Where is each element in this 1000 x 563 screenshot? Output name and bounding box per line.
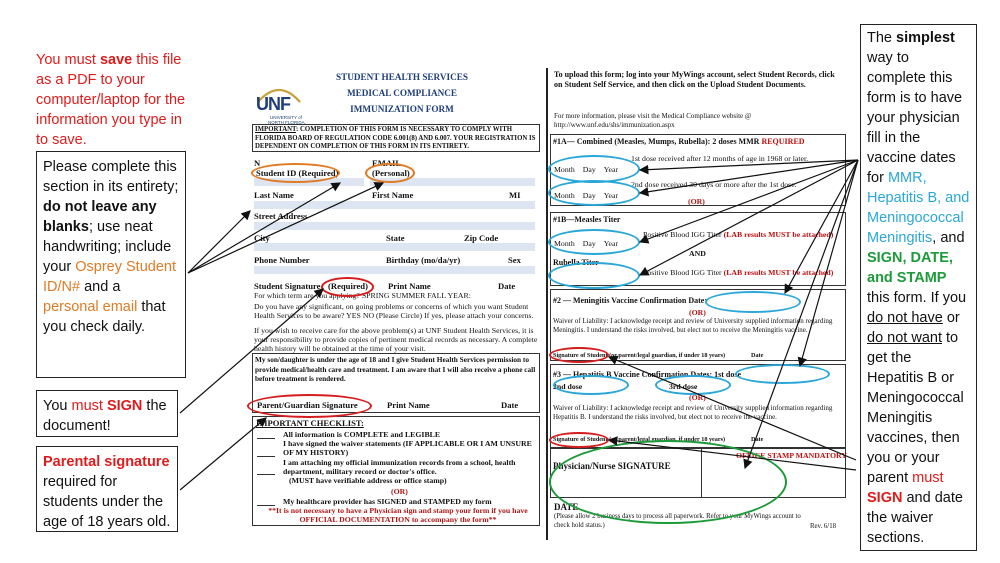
s1a-required: REQUIRED xyxy=(761,137,805,146)
s2-or: (OR) xyxy=(689,308,706,317)
s2-sig-label: Signature of Student (or parent/legal guardian, if under 18 years) xyxy=(553,352,726,359)
vaccines-text: MMR, Hepatitis B, and Meningococcal Meningitis xyxy=(867,170,970,246)
must-text-right: must xyxy=(912,470,944,486)
checklist-item: All information is COMPLETE and LEGIBLE xyxy=(283,430,441,439)
student-id-label: Student ID (Required) xyxy=(256,168,339,178)
simplest-text-6: to get the Hepatitis B or Meningococcal Meningitis vaccines, then you or your parent xyxy=(867,330,964,486)
arrow-to-student-sig xyxy=(180,289,323,413)
sign-date-stamp-text: SIGN, DATE, and STAMP xyxy=(867,250,953,286)
complete-text-4: that you check daily. xyxy=(43,299,166,335)
state-label: State xyxy=(386,233,405,243)
s1a-or: (OR) xyxy=(688,197,705,206)
physician-sig-label: Physician/Nurse SIGNATURE xyxy=(553,461,671,471)
email-label: EMAIL xyxy=(372,158,402,168)
personal-email-text: personal email xyxy=(43,299,138,315)
complete-text-2: ; use neat handwriting; include your xyxy=(43,219,172,275)
titer-text: Positive Blood IGG Titer xyxy=(643,268,722,277)
save-note-text: You must xyxy=(36,52,100,68)
logo-sub1: UNIVERSITY of xyxy=(270,115,302,120)
required-label: (Required) xyxy=(328,281,368,291)
month-label: Month xyxy=(554,165,575,174)
logo-sub2: NORTH FLORIDA. xyxy=(268,120,306,125)
s2-waiver: Waiver of Liability: I acknowledge receipt and review of University supplied information regarding Meningitis. I understand the risks involved, but elect not to receive the Meningitis vaccine. xyxy=(553,317,833,334)
sex-label: Sex xyxy=(508,255,521,265)
checklist-or: (OR) xyxy=(391,487,408,496)
no-blanks-emphasis: do not leave any blanks xyxy=(43,199,157,235)
wish-text: If you wish to receive care for the above problem(s) at UNF Student Health Services, it is your responsibility to provide copies of pertinent medical records as necessary. A complete health history will be obtained at the time of your visit. xyxy=(254,326,538,353)
month-label: Month xyxy=(554,239,575,248)
date-label: Date xyxy=(498,281,516,291)
url-text[interactable]: http://www.unf.edu/shs/immunization.aspx xyxy=(554,121,675,129)
checklist-footnote: **It is not necessary to have a Physician sign and stamp your form if you have OFFICIAL DOCUMENTATION to accompany the form** xyxy=(268,506,528,524)
s3-dose2: 2nd dose xyxy=(553,382,583,391)
simplest-text-3: , and xyxy=(932,230,965,246)
day-label: Day xyxy=(582,165,596,174)
minor-text: My son/daughter is under the age of 18 and I give Student Health Services permission to provide medical/health care and treatment. I am aware that I will also receive a phone call before treatment is rendered. xyxy=(255,355,536,383)
s2-date-label: Date xyxy=(751,352,764,359)
arrow-to-stamp xyxy=(745,160,858,468)
month-label: Month xyxy=(554,191,575,200)
arrow-to-email xyxy=(188,183,383,273)
parent-sig-label: Parent/Guardian Signature xyxy=(257,400,358,410)
s3-title: #3 — Hepatitis B Vaccine Confirmation Dates: 1st dose xyxy=(553,370,741,379)
s2-title: #2 — Meningitis Vaccine Confirmation Date: xyxy=(553,296,707,305)
header-line-3: IMMUNIZATION FORM xyxy=(350,104,454,114)
n-label: N xyxy=(254,158,261,168)
titer-text: Positive Blood IGG Titer xyxy=(643,230,722,239)
measles-titer-label: #1B—Measles Titer xyxy=(553,215,621,224)
logo-letters: UNF xyxy=(256,94,290,114)
term-text: For which term are you applying? SPRING SUMMER FALL YEAR: xyxy=(254,291,471,300)
upload-text: To upload this form; log into your MyWings account, select Student Records, click on Student Self Service, and then click on the Upload Student Documents. xyxy=(554,70,835,89)
must-text: must xyxy=(71,398,103,414)
do-not-have-text: do not have xyxy=(867,310,943,326)
s1a-title-text: #1A— Combined (Measles, Mumps, Rubella): 2 doses MMR xyxy=(553,137,760,146)
lab-text: (LAB results MUST be attached) xyxy=(723,268,834,277)
arrow-to-meningitis-date xyxy=(785,160,858,293)
save-emphasis: save xyxy=(99,52,133,68)
s3-dose3: 3rd dose xyxy=(669,382,698,391)
important-text: : COMPLETION OF THIS FORM IS NECESSARY TO COMPLY WITH FLORIDA BOARD OF REGULATION CODE 6.001(8) AND 6.007. YOUR REGISTRATION IS DEPENDENT ON COMPLETION OF THIS FORM IN ITS ENTIRETY. xyxy=(255,126,536,150)
city-label: City xyxy=(254,233,270,243)
year-label: Year xyxy=(603,165,619,174)
complete-text-3: and a xyxy=(80,279,121,295)
print-name-label: Print Name xyxy=(388,281,431,291)
phone-label: Phone Number xyxy=(254,255,310,265)
checklist-title: IMPORTANT CHECKLIST: xyxy=(256,418,364,428)
day-label: Day xyxy=(582,239,596,248)
simplest-text-5: or xyxy=(942,310,960,326)
s3-date-label: Date xyxy=(751,436,764,443)
year-label: Year xyxy=(603,191,619,200)
simplest-text-2: way to complete this form is to have your physician fill in the vaccine dates for xyxy=(867,50,963,186)
simplest-text-4: this form. If you xyxy=(867,290,967,306)
birthday-label: Birthday (mo/da/yr) xyxy=(386,255,461,265)
header-line-1: STUDENT HEALTH SERVICES xyxy=(336,72,468,82)
minor-date: Date xyxy=(501,400,519,410)
checklist-item: My healthcare provider has SIGNED and STAMPED my form xyxy=(283,497,492,506)
personal-label: (Personal) xyxy=(372,168,410,178)
mi-label: MI xyxy=(509,190,521,200)
first-name-label: First Name xyxy=(372,190,414,200)
complete-text: Please complete this section in its entirety; xyxy=(43,159,179,195)
important-label: IMPORTANT xyxy=(255,126,297,133)
lab-text: (LAB results MUST be attached) xyxy=(723,230,834,239)
checklist-item: (MUST have verifiable address or office stamp) xyxy=(289,476,447,485)
osprey-id-text: Osprey Student ID/N# xyxy=(43,259,176,295)
header-line-2: MEDICAL COMPLIANCE xyxy=(347,88,457,98)
day-label: Day xyxy=(582,191,596,200)
s3-sig-label: Signature of Student (or parent/legal guardian, if under 18 years) xyxy=(553,436,726,443)
sign-emphasis-right: SIGN xyxy=(867,490,903,506)
and-text: AND xyxy=(689,249,706,258)
s1a-dose1: 1st dose received after 12 months of age in 1968 or later. xyxy=(631,154,809,163)
zip-label: Zip Code xyxy=(464,233,499,243)
year-label: Year xyxy=(603,239,619,248)
sign-text-2: the document! xyxy=(43,398,167,434)
sign-text: You xyxy=(43,398,72,414)
save-note-text-2: this file as a PDF to your computer/laptop for the information you type in to save. xyxy=(36,52,186,148)
arrow-to-hepb-date xyxy=(800,160,858,366)
s3-waiver: Waiver of Liability: I acknowledge receipt and review of University supplied information regarding Hepatitis B. I understand the risks involved, but elect not to receive the vaccine. xyxy=(553,404,833,421)
rev-text: Rev. 6/18 xyxy=(810,523,836,530)
last-name-label: Last Name xyxy=(254,190,294,200)
allow-text: (Please allow 2 business days to process all paperwork. Refer to your MyWings account to check hold status.) xyxy=(554,513,801,529)
arrow-to-student-id xyxy=(188,183,340,273)
s3-or: (OR) xyxy=(689,393,706,402)
arrow-to-parent-sig xyxy=(180,418,266,490)
s1a-dose2: 2nd dose received 30 days or more after the 1st dose. xyxy=(631,180,797,189)
stamp-label: OFFICE STAMP MANDATORY xyxy=(736,451,848,460)
arrow-to-rubella xyxy=(640,160,858,275)
parental-text: required for students under the age of 18 years old. xyxy=(43,474,171,530)
simplest-text: The xyxy=(867,30,897,46)
simplest-emphasis: simplest xyxy=(896,30,955,46)
checklist-item: I have signed the waiver statements (IF APPLICABLE OR I AM UNSURE OF MY HISTORY) xyxy=(283,439,532,457)
checklist-item: I am attaching my official immunization records from a school, health department, military record or doctor's office. xyxy=(283,458,516,476)
parental-title: Parental signature xyxy=(43,454,170,470)
do-not-want-text: do not want xyxy=(867,330,942,346)
arrow-to-measles xyxy=(640,160,858,242)
sign-emphasis: SIGN xyxy=(106,398,143,414)
rubella-titer-label: Rubella Titer xyxy=(553,258,599,267)
street-label: Street Address xyxy=(254,211,308,221)
physician-date-label: DATE xyxy=(554,502,579,512)
minor-print-name: Print Name xyxy=(387,400,430,410)
simplest-text-7: and date the waiver sections. xyxy=(867,490,963,546)
concerns-text: Do you have any significant, on going problems or concerns of which you want Student Health Services to be aware? YES NO (Please Circle) If yes, please attach your concerns. xyxy=(254,302,534,320)
more-info-text: For more information, please visit the Medical Compliance website @ xyxy=(554,112,752,120)
student-sig-label: Student Signature xyxy=(254,281,321,291)
